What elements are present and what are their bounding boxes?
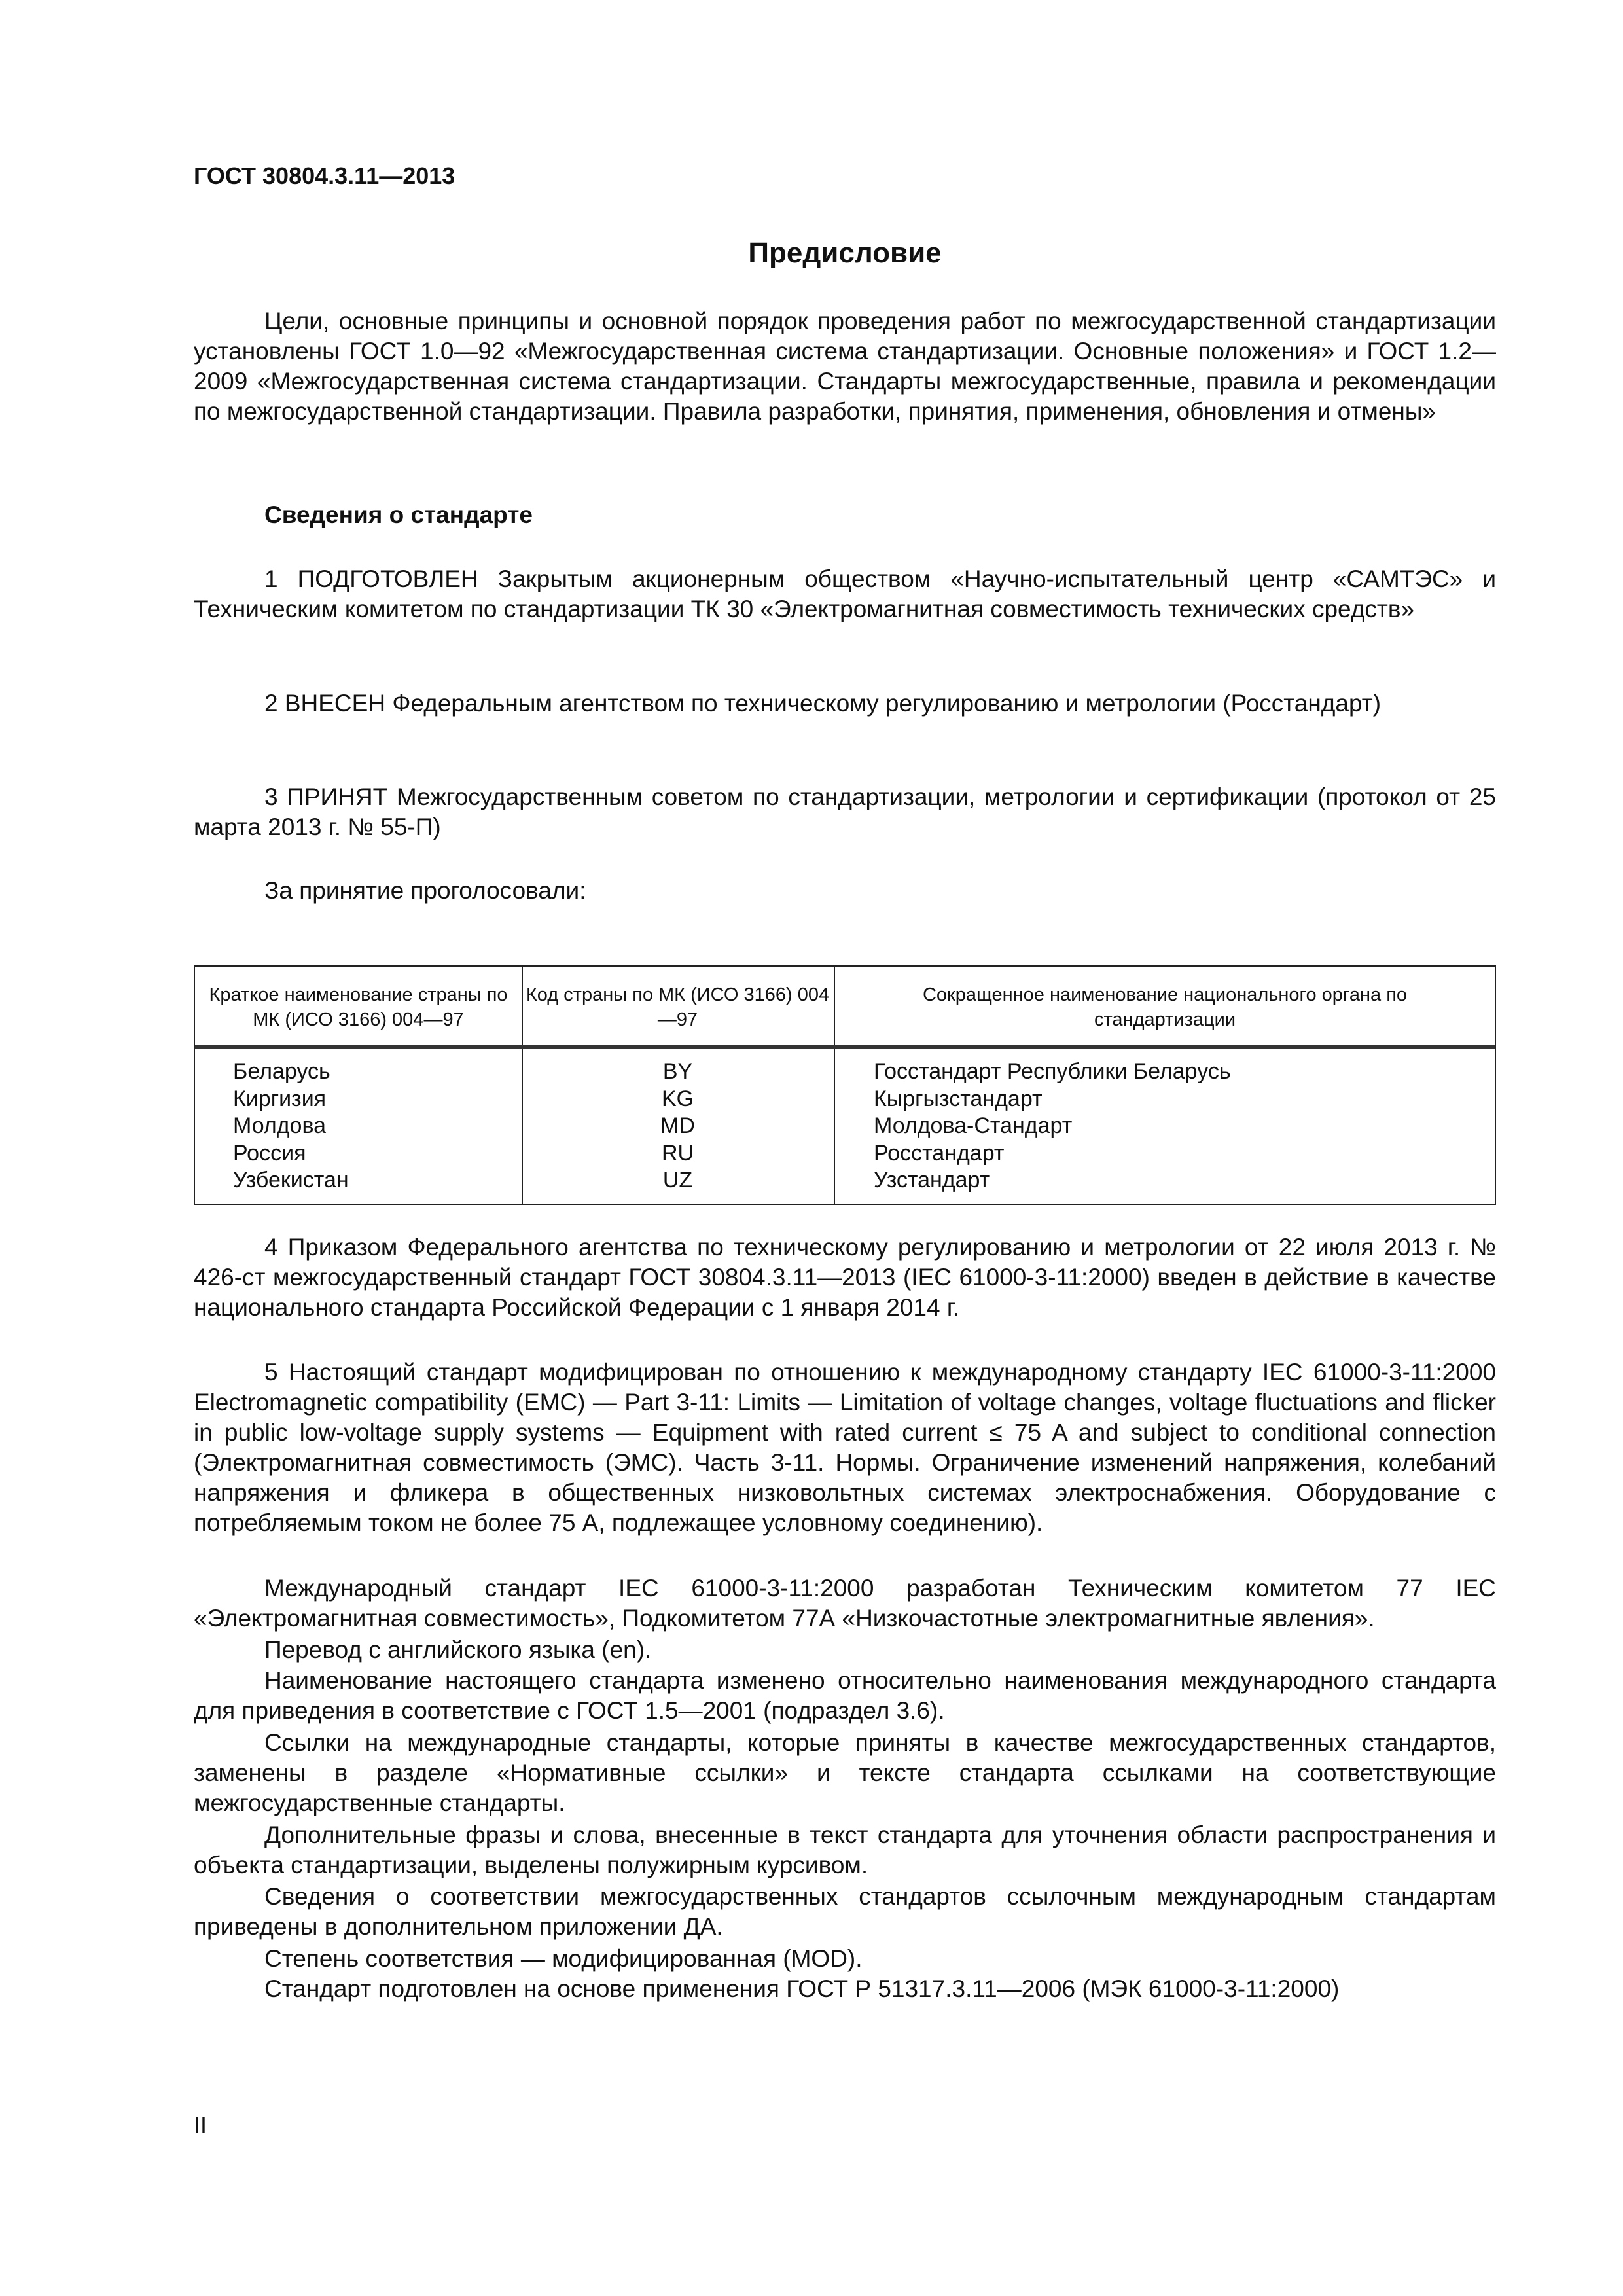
table-header-code: Код страны по МК (ИСО 3166) 004—97 bbox=[526, 984, 830, 1030]
table-column-body bbox=[874, 1058, 1231, 1194]
section-title: Сведения о стандарте bbox=[264, 501, 533, 528]
table-cell-country: Узбекистан bbox=[233, 1168, 349, 1193]
table-header-body: Сокращенное наименование национального органа по стандартизации bbox=[922, 984, 1408, 1030]
item-1-paragraph: 1 ПОДГОТОВЛЕН Закрытым акционерным обществом «Научно-испытательный центр «САМТЭС» и Техническим комитетом по стандартизации ТК 30 «Электромагнитная совместимость технических средств» bbox=[194, 565, 1496, 622]
table-header-country: Краткое наименование страны по МК (ИСО 3166) 004—97 bbox=[209, 984, 508, 1030]
translation-paragraph: Перевод с английского языка (en). bbox=[264, 1636, 652, 1663]
table-cell-country: Россия bbox=[233, 1140, 306, 1166]
intro-paragraph: Цели, основные принципы и основной порядок проведения работ по межгосударственной стандартизации установлены ГОСТ 1.0—92 «Межгосударственная система стандартизации. Основные положения» и ГОСТ 1.2—2009 «Межгосударственная система стандартизации. Стандарты межгосударственные, правила и рекомендации по межгосударственной стандартизации. Правила разработки, принятия, применения, обновления и отмены» bbox=[194, 308, 1496, 425]
table-cell-code: KG bbox=[661, 1086, 694, 1111]
table-cell-code: UZ bbox=[662, 1168, 693, 1193]
table-cell-body: Молдова-Стандарт bbox=[874, 1113, 1073, 1138]
table-cell-country: Киргизия bbox=[233, 1086, 327, 1111]
item-2-paragraph: 2 ВНЕСЕН Федеральным агентством по техническому регулированию и метрологии (Росстандарт) bbox=[264, 690, 1382, 717]
basis-paragraph: Стандарт подготовлен на основе применения ГОСТ Р 51317.3.11—2006 (МЭК 61000-3-11:2000) bbox=[264, 1975, 1340, 2002]
references-paragraph: Ссылки на международные стандарты, которые приняты в качестве межгосударственных стандартов, заменены в разделе «Нормативные ссылки» и тексте стандарта ссылками на соответствующие межгосударственные стандарты. bbox=[194, 1729, 1496, 1816]
votes-label: За принятие проголосовали: bbox=[264, 877, 586, 904]
item-5-paragraph: 5 Настоящий стандарт модифицирован по отношению к международному стандарту IEC 61000-3-11:2000 Electromagnetic compatibility (EMC) — Part 3-11: Limits — Limitation of voltage changes, voltage fluctuations and flicker in public low-voltage supply systems — Equipment with rated current ≤ 75 A and subject to conditional connection (Электромагнитная совместимость (ЭМС). Часть 3-11. Нормы. Ограничение изменений напряжения, колебаний напряжения и фликера в общественных низковольтных системах электроснабжения. Оборудование с потребляемым током не более 75 А, подлежащее условному соединению). bbox=[194, 1359, 1496, 1536]
table-column-code bbox=[522, 1058, 834, 1194]
table-cell-country: Молдова bbox=[233, 1113, 327, 1138]
voting-table bbox=[194, 965, 1496, 1205]
table-cell-body: Кыргызстандарт bbox=[874, 1086, 1043, 1111]
table-cell-code: BY bbox=[662, 1059, 693, 1084]
table-cell-body: Госстандарт Республики Беларусь bbox=[874, 1059, 1231, 1084]
document-code: ГОСТ 30804.3.11—2013 bbox=[194, 162, 455, 189]
item-4-paragraph: 4 Приказом Федерального агентства по техническому регулированию и метрологии от 22 июля 2013 г. № 426-ст межгосударственный стандарт ГОСТ 30804.3.11—2013 (IEC 61000-3-11:2000) введен в действие в качестве национального стандарта Российской Федерации с 1 января 2014 г. bbox=[194, 1234, 1496, 1321]
table-cell-body: Узстандарт bbox=[874, 1168, 990, 1193]
name-change-paragraph: Наименование настоящего стандарта изменено относительно наименования международного стандарта для приведения в соответствие с ГОСТ 1.5—2001 (подраздел 3.6). bbox=[194, 1667, 1496, 1724]
page-title: Предисловие bbox=[748, 237, 942, 269]
table-cell-body: Росстандарт bbox=[874, 1140, 1005, 1166]
table-cell-code: MD bbox=[660, 1113, 695, 1138]
item-3-paragraph: 3 ПРИНЯТ Межгосударственным советом по стандартизации, метрологии и сертификации (протокол от 25 марта 2013 г. № 55-П) bbox=[194, 783, 1496, 840]
table-column-country bbox=[233, 1058, 349, 1194]
phrases-paragraph: Дополнительные фразы и слова, внесенные в текст стандарта для уточнения области распространения и объекта стандартизации, выделены полужирным курсивом. bbox=[194, 1821, 1496, 1878]
degree-paragraph: Степень соответствия — модифицированная (MOD). bbox=[264, 1945, 863, 1972]
page-number: II bbox=[194, 2111, 207, 2138]
intl-standard-paragraph: Международный стандарт IEC 61000-3-11:2000 разработан Техническим комитетом 77 IEC «Электромагнитная совместимость», Подкомитетом 77А «Низкочастотные электромагнитные явления». bbox=[194, 1575, 1496, 1632]
table-cell-code: RU bbox=[661, 1140, 694, 1166]
correspondence-paragraph: Сведения о соответствии межгосударственных стандартов ссылочным международным стандартам приведены в дополнительном приложении ДА. bbox=[194, 1883, 1496, 1940]
table-cell-country: Беларусь bbox=[233, 1059, 330, 1084]
